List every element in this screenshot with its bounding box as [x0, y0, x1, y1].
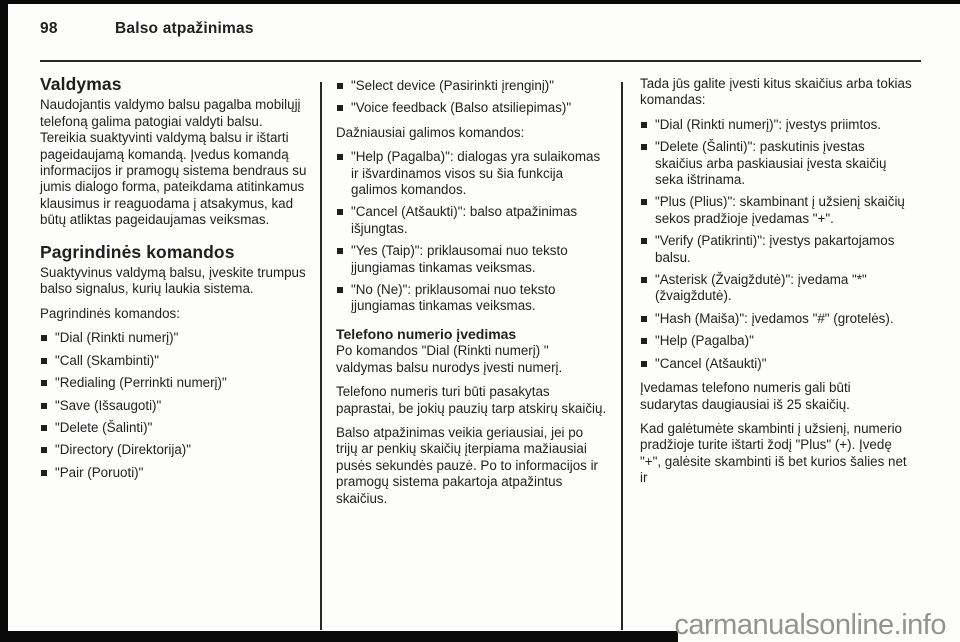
column-2	[336, 76, 608, 515]
bullet-square-icon	[641, 361, 647, 367]
bullet-text: "Help (Pagalba)"	[655, 333, 754, 349]
bullet-text: "Asterisk (Žvaigždutė)": įvedama "*" (žvaigždutė).	[655, 272, 867, 304]
bullet-item	[336, 243, 608, 276]
bullet-item	[336, 149, 608, 198]
bullet-text: "Voice feedback (Balso atsiliepimas)"	[351, 100, 572, 116]
bullet-list	[640, 117, 912, 372]
bullet-text: "Pair (Poruoti)"	[55, 464, 144, 480]
scan-edge-top	[0, 0, 960, 4]
bullet-text: "Dial (Rinkti numerį)": įvestys priimtos.	[655, 116, 882, 132]
bullet-text: "Hash (Maiša)": įvedamos "#" (grotelės).	[655, 310, 894, 326]
scan-edge-left	[0, 0, 8, 642]
bullet-text: "Delete (Šalinti)"	[55, 419, 153, 435]
bullet-text: "Call (Skambinti)"	[55, 352, 160, 368]
bullet-item	[40, 330, 312, 346]
paragraph: Telefono numeris turi būti pasakytas paprastai, be jokių pauzių tarp atskirų skaičių.	[336, 384, 607, 416]
bullet-square-icon	[41, 447, 47, 453]
bullet-square-icon	[41, 380, 47, 386]
bullet-square-icon	[337, 105, 343, 111]
bullet-item	[336, 204, 608, 237]
paragraph: Suaktyvinus valdymą balsu, įveskite trumpus balso signalus, kurių laukia sistema.	[40, 265, 306, 297]
bullet-list	[40, 330, 312, 481]
paragraph: Pagrindinės komandos:	[40, 305, 180, 321]
bullet-item	[40, 398, 312, 414]
bullet-item	[40, 353, 312, 369]
bullet-square-icon	[337, 287, 343, 293]
bullet-square-icon	[641, 338, 647, 344]
bullet-item	[336, 282, 608, 315]
bullet-item	[40, 420, 312, 436]
bullet-square-icon	[641, 277, 647, 283]
bullet-square-icon	[41, 358, 47, 364]
bullet-text: "Select device (Pasirinkti įrenginį)"	[351, 78, 555, 93]
page-title: Balso atpažinimas	[115, 20, 254, 37]
paragraph: Tada jūs galite įvesti kitus skaičius arba tokias komandas:	[640, 76, 912, 108]
bullet-square-icon	[641, 144, 647, 150]
bullet-square-icon	[641, 316, 647, 322]
header-rule	[40, 60, 921, 62]
bullet-text: "No (Ne)": priklausomai nuo teksto įjungiamas tinkamas veiksmas.	[351, 282, 556, 314]
bullet-item	[336, 78, 608, 94]
page-number: 98	[40, 20, 58, 37]
bullet-text: "Plus (Plius)": skambinant į užsienį skaičių sekos pradžioje įvedamas "+".	[655, 194, 905, 226]
paragraph: Naudojantis valdymo balsu pagalba mobilųjį telefoną galima patogiai valdyti balsu. Tereikia suaktyvinti valdymą balsu ir ištarti pageidaujamą komandą. Įvedus komandą informacijos ir pramogų sistema bendraus su jumis dialogo forma, pateikdama atitinkamus klausimus ir reaguodama į atsakymus, kad būtų atliktas pageidaujamas veiksmas.	[40, 97, 307, 228]
bullet-text: "Redialing (Perrinkti numerį)"	[55, 375, 227, 391]
bullet-square-icon	[337, 209, 343, 215]
paragraph: Balso atpažinimas veikia geriausiai, jei po trijų ar penkių skaičių įterpiama mažiausiai pusės sekundės pauzė. Po to informacijos ir pramogų sistema pakartoja atpažintus skaičius.	[336, 424, 599, 506]
column-1	[40, 76, 312, 489]
bullet-text: "Save (Išsaugoti)"	[55, 397, 162, 413]
bullet-square-icon	[41, 470, 47, 476]
column-divider-1	[320, 82, 322, 630]
bullet-item	[640, 311, 912, 327]
bullet-item	[640, 233, 912, 266]
watermark: carmanualsonline.info	[674, 609, 946, 641]
bullet-text: "Dial (Rinkti numerį)"	[55, 330, 179, 346]
bullet-text: "Verify (Patikrinti)": įvestys pakartojamos balsu.	[655, 233, 895, 265]
bullet-item	[40, 375, 312, 391]
bullet-text: "Delete (Šalinti)": paskutinis įvestas skaičius arba paskiausiai įvesta skaičių seka ištrinama.	[655, 139, 887, 188]
bullet-item	[40, 465, 312, 481]
bullet-item	[336, 100, 608, 116]
subheading: Telefono numerio įvedimas	[336, 325, 517, 342]
bullet-square-icon	[641, 238, 647, 244]
bullet-square-icon	[337, 83, 343, 89]
column-3	[640, 76, 912, 495]
bullet-text: "Directory (Direktorija)"	[55, 442, 191, 458]
bullet-item	[40, 442, 312, 458]
heading: Pagrindinės komandos	[40, 241, 235, 262]
paragraph: Kad galėtumėte skambinti į užsienį, numerio pradžioje turite ištarti žodį "Plus" (+). Įvedę "+", galėsite skambinti iš bet kurios šalies net ir	[640, 420, 907, 486]
bullet-text: "Help (Pagalba)": dialogas yra sulaikomas ir išvardinamos visos su šia funkcija galimos komandos.	[351, 149, 601, 198]
bullet-item	[640, 117, 912, 133]
bullet-text: "Cancel (Atšaukti)": balso atpažinimas išjungtas.	[351, 204, 578, 236]
paragraph: Įvedamas telefono numeris gali būti sudarytas daugiausiai iš 25 skaičių.	[640, 380, 851, 412]
bullet-square-icon	[641, 122, 647, 128]
scan-edge-bottom	[0, 631, 678, 642]
bullet-square-icon	[41, 403, 47, 409]
bullet-text: "Cancel (Atšaukti)"	[655, 355, 767, 371]
heading: Valdymas	[40, 74, 122, 94]
bullet-list	[336, 78, 608, 117]
bullet-square-icon	[41, 335, 47, 341]
bullet-square-icon	[337, 248, 343, 254]
bullet-item	[640, 139, 912, 188]
paragraph: Dažniausiai galimos komandos:	[336, 124, 525, 140]
bullet-item	[640, 356, 912, 372]
bullet-text: "Yes (Taip)": priklausomai nuo teksto įjungiamas tinkamas veiksmas.	[351, 243, 568, 275]
bullet-square-icon	[641, 199, 647, 205]
bullet-square-icon	[41, 425, 47, 431]
column-divider-2	[621, 82, 623, 630]
bullet-square-icon	[337, 154, 343, 160]
bullet-item	[640, 333, 912, 349]
paragraph: Po komandos "Dial (Rinkti numerį) " valdymas balsu nurodys įvesti numerį.	[336, 343, 563, 375]
bullet-list	[336, 149, 608, 315]
bullet-item	[640, 194, 912, 227]
bullet-item	[640, 272, 912, 305]
